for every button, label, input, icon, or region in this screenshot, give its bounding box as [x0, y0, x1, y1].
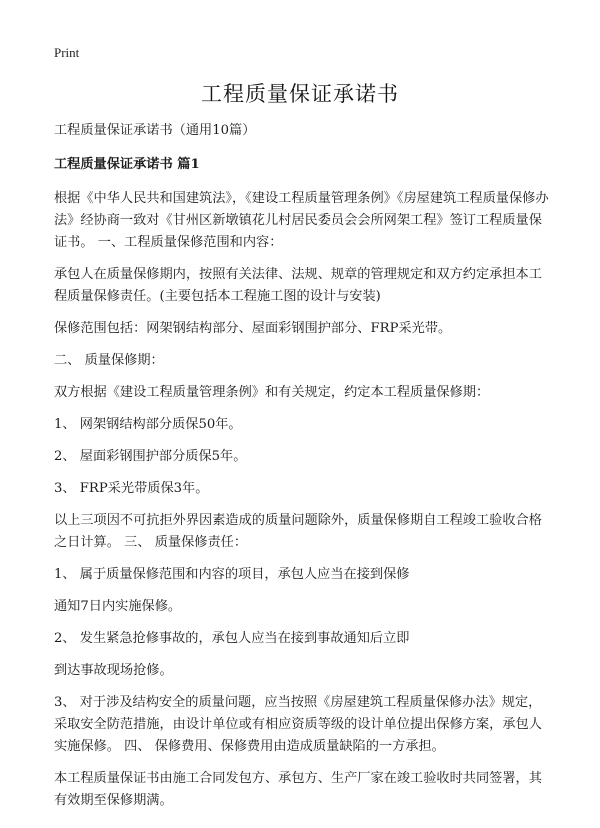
paragraph: 通知7日内实施保修。 — [54, 599, 182, 614]
document-title: 工程质量保证承诺书 — [201, 82, 399, 106]
paragraph: 承包人在质量保修期内，按照有关法律、法规、规章的管理规定和双方约定承担本工程质量保修责任。(主要包括本工程施工图的设计与安装) — [54, 267, 542, 304]
document-subtitle: 工程质量保证承诺书（通用10篇） — [54, 123, 256, 138]
paragraph: 双方根据《建设工程质量管理条例》和有关规定，约定本工程质量保修期： — [54, 385, 490, 400]
paragraph: 根据《中华人民共和国建筑法》，《建设工程质量管理条例》《房屋建筑工程质量保修办法》经协商一致对《甘州区新墩镇花儿村居民委员会会所网架工程》签订工程质量保证书。 一、工程质量保修范围和内容： — [54, 191, 549, 250]
paragraph: 3、 FRP采光带质保3年。 — [54, 481, 209, 496]
section-title: 工程质量保证承诺书 篇1 — [54, 157, 200, 172]
document-body — [54, 120, 552, 822]
paragraph: 1、 属于质量保修范围和内容的项目，承包人应当在接到保修 — [54, 567, 410, 582]
paragraph: 本工程质量保证书由施工合同发包方、承包方、生产厂家在竣工验收时共同签署，其有效期至保修期满。 — [54, 771, 542, 808]
paragraph: 二、 质量保修期： — [54, 353, 164, 368]
print-link[interactable]: Print — [54, 45, 80, 60]
paragraph: 3、 对于涉及结构安全的质量问题，应当按照《房屋建筑工程质量保修办法》规定，采取安全防范措施，由设计单位或有相应资质等级的设计单位提出保修方案，承包人实施保修。 四、 保修费用、保修费用由造成质量缺陷的一方承担。 — [54, 695, 542, 754]
paragraph: 2、 屋面彩钢围护部分质保5年。 — [54, 449, 247, 464]
paragraph: 1、 网架钢结构部分质保50年。 — [54, 417, 242, 432]
paragraph: 2、 发生紧急抢修事故的，承包人应当在接到事故通知后立即 — [54, 631, 410, 646]
paragraph: 到达事故现场抢修。 — [54, 663, 173, 678]
paragraph: 以上三项因不可抗拒外界因素造成的质量问题除外，质量保修期自工程竣工验收合格之日计算。 三、 质量保修责任： — [54, 513, 542, 550]
paragraph: 保修范围包括：网架钢结构部分、屋面彩钢围护部分、FRP采光带。 — [54, 321, 452, 336]
